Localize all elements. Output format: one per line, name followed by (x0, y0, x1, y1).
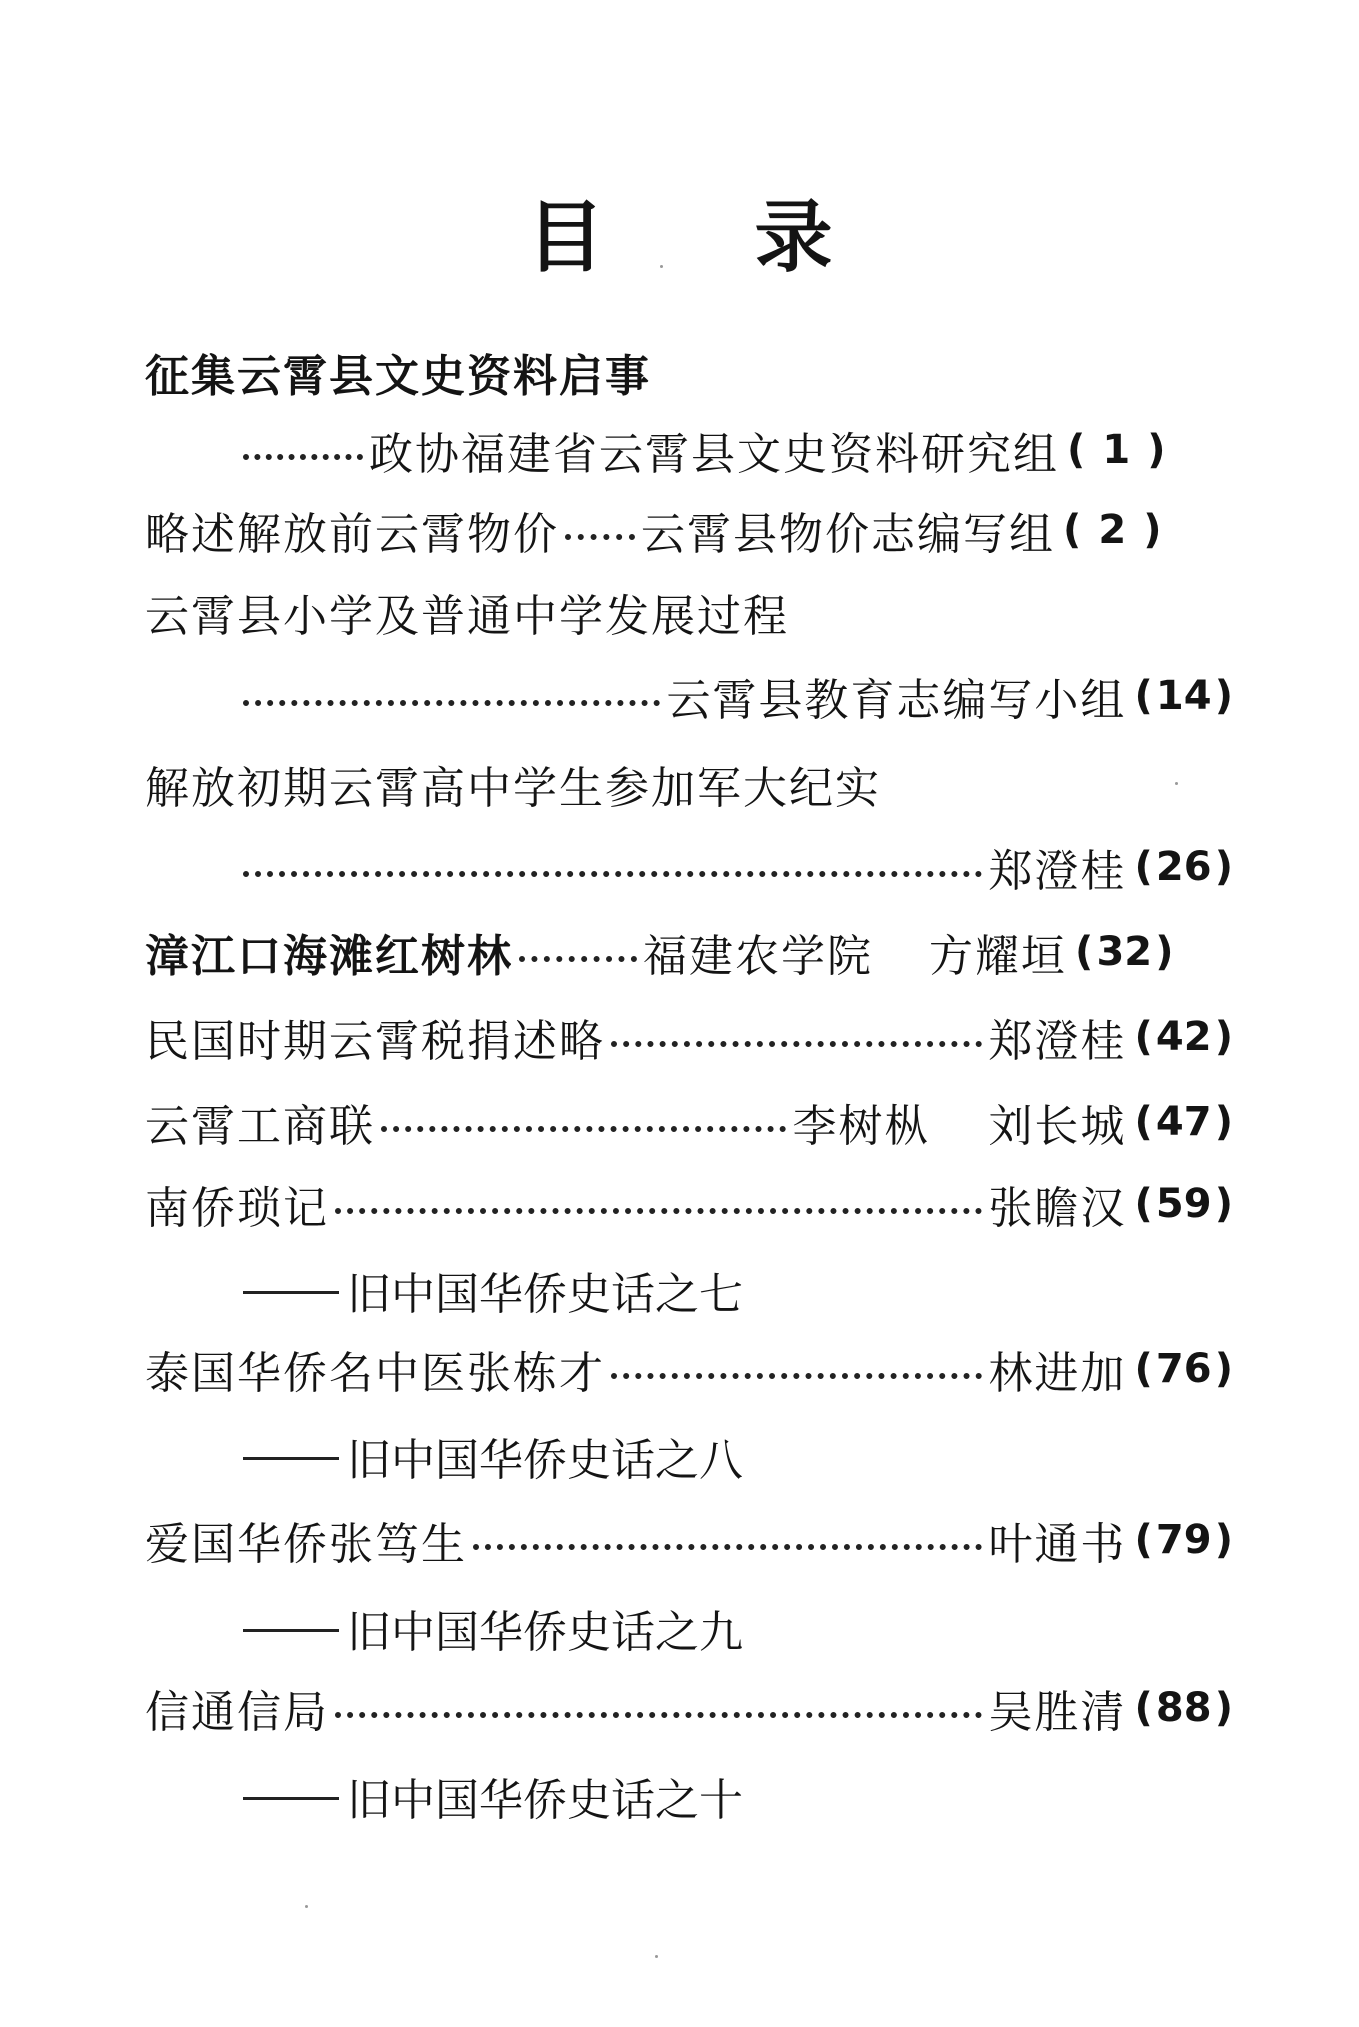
page-number: (42) (1134, 1014, 1233, 1060)
page-number: (59) (1134, 1181, 1233, 1227)
subtitle-text: 旧中国华侨史话之七 (347, 1269, 743, 1320)
entry-author: 方耀垣 (929, 931, 1067, 982)
page-number: (14) (1134, 673, 1233, 719)
entry-title: 云霄县小学及普通中学发展过程 (145, 591, 789, 642)
toc-entry (145, 1172, 1233, 1236)
entry-author: 郑澄桂 (988, 1016, 1127, 1067)
entry-title: 云霄工商联 (145, 1101, 375, 1152)
entry-title: 解放初期云霄高中学生参加军大纪实 (145, 763, 881, 814)
entry-title: 民国时期云霄税捐述略 (145, 1016, 605, 1067)
dot-leader (519, 956, 637, 962)
em-dash (243, 1629, 339, 1632)
page-number: ( 1 ) (1067, 427, 1166, 473)
entry-organization: 福建农学院 (643, 931, 873, 982)
scan-speck (1175, 782, 1178, 785)
entry-title: 爱国华侨张笃生 (145, 1519, 467, 1570)
series-subtitle (243, 1596, 743, 1660)
series-subtitle (243, 1424, 743, 1488)
dot-leader (565, 534, 635, 540)
dot-leader (243, 700, 660, 706)
dot-leader (611, 1373, 982, 1379)
em-dash (243, 1797, 339, 1800)
entry-title: 泰国华侨名中医张栋才 (145, 1348, 605, 1399)
title-char-2: 录 (754, 193, 833, 283)
entry-title: 信通信局 (145, 1687, 329, 1738)
title-char-1: 目 (526, 193, 605, 283)
subtitle-text: 旧中国华侨史话之十 (347, 1775, 743, 1826)
toc-entry (145, 1337, 1233, 1401)
toc-entry-title (145, 340, 1233, 404)
page-number: (88) (1134, 1685, 1233, 1731)
entry-author-1: 李树枞 (792, 1101, 931, 1152)
page-number: (47) (1134, 1099, 1233, 1145)
page-number: ( 2 ) (1063, 507, 1162, 553)
page-number: (26) (1134, 844, 1233, 890)
em-dash (243, 1291, 339, 1294)
entry-title: 征集云霄县文史资料启事 (145, 351, 651, 402)
entry-title: 漳江口海滩红树林 (145, 931, 513, 982)
entry-author: 张瞻汉 (988, 1183, 1127, 1234)
entry-title: 略述解放前云霄物价 (145, 509, 559, 560)
dot-leader (335, 1208, 982, 1214)
subtitle-text: 旧中国华侨史话之九 (347, 1607, 743, 1658)
entry-author: 吴胜清 (988, 1687, 1127, 1738)
entry-author-2: 刘长城 (988, 1101, 1127, 1152)
page-number: (32) (1075, 929, 1174, 975)
dot-leader (381, 1126, 786, 1132)
toc-entry (145, 1090, 1233, 1154)
page-number: (76) (1134, 1346, 1233, 1392)
page-title (0, 175, 1359, 287)
toc-entry-detail (243, 418, 1233, 482)
dot-leader (243, 454, 363, 460)
entry-author: 政协福建省云霄县文史资料研究组 (369, 429, 1059, 480)
dot-leader (611, 1041, 982, 1047)
toc-entry-detail (243, 835, 1233, 899)
toc-entry (145, 1508, 1233, 1572)
toc-entry-title (145, 580, 1233, 644)
dot-leader (243, 871, 982, 877)
em-dash (243, 1457, 339, 1460)
toc-entry (145, 920, 1233, 984)
dot-leader (335, 1712, 982, 1718)
scan-speck (660, 265, 663, 268)
entry-author: 郑澄桂 (988, 846, 1127, 897)
toc-entry-title (145, 752, 1233, 816)
scan-speck (305, 1905, 308, 1908)
series-subtitle (243, 1764, 743, 1828)
subtitle-text: 旧中国华侨史话之八 (347, 1435, 743, 1486)
toc-entry (145, 1676, 1233, 1740)
entry-title: 南侨琐记 (145, 1183, 329, 1234)
scan-speck (655, 1955, 658, 1958)
entry-author: 云霄县教育志编写小组 (666, 675, 1127, 726)
series-subtitle (243, 1258, 743, 1322)
entry-author: 叶通书 (988, 1519, 1127, 1570)
toc-entry (145, 1005, 1233, 1069)
page-number: (79) (1134, 1517, 1233, 1563)
toc-entry-detail (243, 664, 1233, 728)
toc-entry (145, 498, 1233, 562)
dot-leader (473, 1544, 982, 1550)
entry-author: 云霄县物价志编写组 (641, 509, 1055, 560)
entry-author: 林进加 (988, 1348, 1127, 1399)
